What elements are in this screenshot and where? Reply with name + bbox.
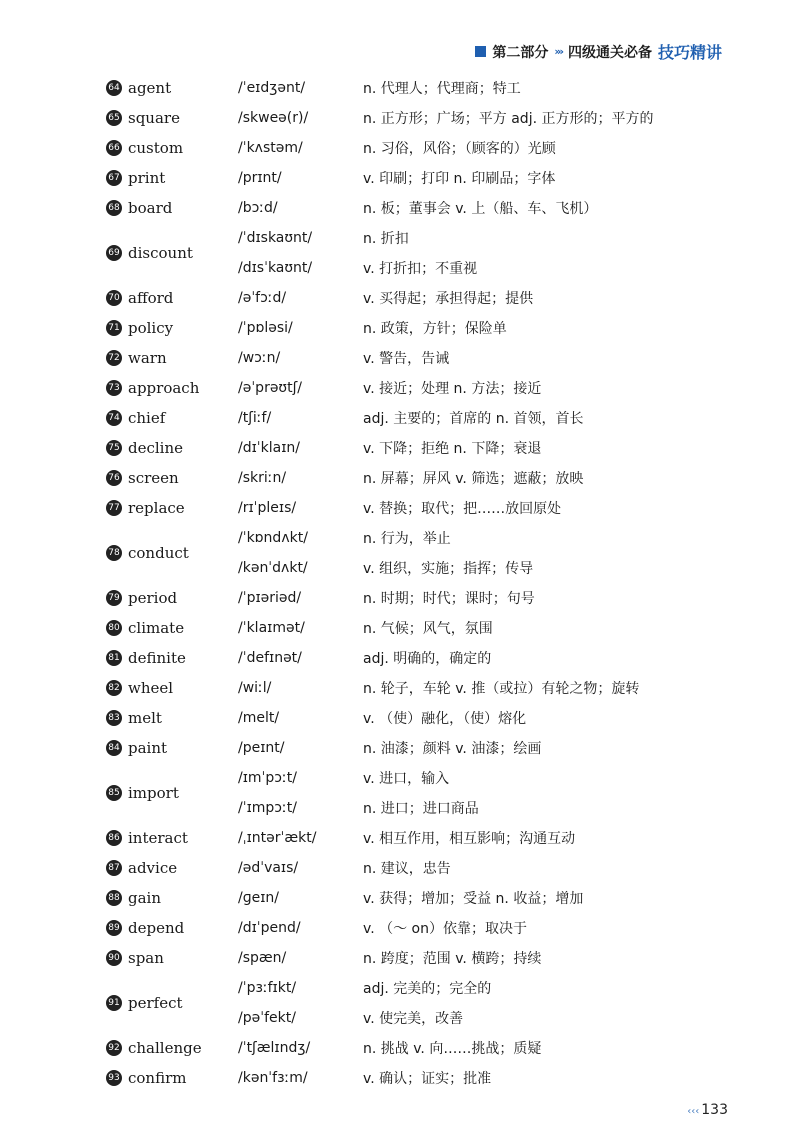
page-header xyxy=(475,40,722,63)
vocab-entry xyxy=(0,883,800,913)
entry-sense xyxy=(238,103,653,133)
vocab-entry xyxy=(0,223,800,283)
entry-headword xyxy=(0,739,238,757)
entry-meaning: adj. 明确的，确定的 xyxy=(363,651,492,667)
entry-pronunciation: /ˌɪntərˈækt/ xyxy=(238,830,317,846)
entry-number-badge: 80 xyxy=(106,620,122,636)
entry-meaning: n. 板；董事会 v. 上（船、车、飞机） xyxy=(363,201,598,217)
entry-sense xyxy=(238,163,555,193)
entry-pronunciation: /dɪˈklaɪn/ xyxy=(238,440,301,456)
entry-word: challenge xyxy=(128,1039,202,1057)
entry-number-badge: 64 xyxy=(106,80,122,96)
entry-pronunciation: /ˈeɪdʒənt/ xyxy=(238,80,306,96)
vocab-entry xyxy=(0,103,800,133)
entry-number-badge: 70 xyxy=(106,290,122,306)
entry-number-badge: 77 xyxy=(106,500,122,516)
entry-headword xyxy=(0,679,238,697)
entry-pronunciation: /kənˈfɜːm/ xyxy=(238,1070,308,1086)
vocab-entry xyxy=(0,673,800,703)
vocab-entry xyxy=(0,373,800,403)
entry-headword xyxy=(0,784,238,802)
vocab-entry xyxy=(0,463,800,493)
entry-word: approach xyxy=(128,379,200,397)
entry-meaning: v. 买得起；承担得起；提供 xyxy=(363,291,534,307)
entry-headword xyxy=(0,199,238,217)
entry-pronunciation: /ˈpɪəriəd/ xyxy=(238,590,302,606)
entry-number-badge: 71 xyxy=(106,320,122,336)
entry-meaning: n. 习俗，风俗；（顾客的）光顾 xyxy=(363,141,556,157)
entry-pronunciation: /ˈkɒndʌkt/ xyxy=(238,530,308,546)
header-accent: 技巧精讲 xyxy=(657,43,722,62)
entry-meaning: n. 政策，方针；保险单 xyxy=(363,321,507,337)
entry-headword xyxy=(0,439,238,457)
vocab-entry xyxy=(0,163,800,193)
entry-word: decline xyxy=(128,439,184,457)
vocab-entry xyxy=(0,283,800,313)
entry-headword xyxy=(0,1069,238,1087)
entry-headword xyxy=(0,889,238,907)
vocab-entry xyxy=(0,823,800,853)
vocab-entry xyxy=(0,73,800,103)
entry-word: climate xyxy=(128,619,185,637)
vocab-entry xyxy=(0,733,800,763)
entry-sense xyxy=(238,553,533,583)
entry-headword xyxy=(0,79,238,97)
entry-number-badge: 73 xyxy=(106,380,122,396)
entry-word: melt xyxy=(128,709,162,727)
entry-sense xyxy=(238,73,521,103)
entry-number-badge: 65 xyxy=(106,110,122,126)
entry-sense xyxy=(238,913,527,943)
header-part: 第二部分 xyxy=(492,44,549,61)
entry-meaning: n. 行为，举止 xyxy=(363,531,451,547)
entry-headword xyxy=(0,469,238,487)
vocab-entry xyxy=(0,493,800,523)
entry-headword xyxy=(0,649,238,667)
entry-sense xyxy=(238,703,526,733)
entry-number-badge: 90 xyxy=(106,950,122,966)
entry-meaning: adj. 完美的；完全的 xyxy=(363,981,492,997)
entry-sense xyxy=(238,493,561,523)
entry-headword xyxy=(0,949,238,967)
entry-meaning: v. （～ on）依靠；取决于 xyxy=(363,921,527,937)
entry-pronunciation: /dɪsˈkaʊnt/ xyxy=(238,260,313,276)
entry-number-badge: 69 xyxy=(106,245,122,261)
entry-word: advice xyxy=(128,859,178,877)
entry-meaning: v. 接近；处理 n. 方法；接近 xyxy=(363,381,542,397)
entry-pronunciation: /əˈprəʊtʃ/ xyxy=(238,380,302,396)
entry-sense xyxy=(238,943,541,973)
entry-number-badge: 66 xyxy=(106,140,122,156)
entry-sense xyxy=(238,883,583,913)
entry-number-badge: 93 xyxy=(106,1070,122,1086)
vocabulary-list xyxy=(0,73,800,1093)
entry-sense xyxy=(238,523,533,553)
entry-number-badge: 91 xyxy=(106,995,122,1011)
entry-meaning: v. 警告，告诫 xyxy=(363,351,450,367)
entry-sense xyxy=(238,763,479,793)
entry-pronunciation: /melt/ xyxy=(238,710,280,726)
entry-number-badge: 84 xyxy=(106,740,122,756)
entry-headword xyxy=(0,589,238,607)
entry-number-badge: 88 xyxy=(106,890,122,906)
entry-sense xyxy=(238,463,583,493)
entry-word: print xyxy=(128,169,166,187)
entry-word: gain xyxy=(128,889,162,907)
header-section: 四级通关必备 xyxy=(567,44,652,61)
entry-word: confirm xyxy=(128,1069,187,1087)
entry-meaning: n. 建议，忠告 xyxy=(363,861,451,877)
entry-sense xyxy=(238,643,491,673)
entry-headword xyxy=(0,169,238,187)
entry-word: custom xyxy=(128,139,184,157)
entry-word: replace xyxy=(128,499,185,517)
entry-word: board xyxy=(128,199,173,217)
entry-pronunciation: /ədˈvaɪs/ xyxy=(238,860,299,876)
vocab-entry xyxy=(0,193,800,223)
entry-number-badge: 85 xyxy=(106,785,122,801)
entry-sense xyxy=(238,793,479,823)
entry-word: perfect xyxy=(128,994,183,1012)
entry-pronunciation: /ˈtʃælɪndʒ/ xyxy=(238,1040,311,1056)
entry-meaning: v. 相互作用，相互影响；沟通互动 xyxy=(363,831,576,847)
entry-pronunciation: /ˈdefɪnət/ xyxy=(238,650,302,666)
entry-word: square xyxy=(128,109,180,127)
entry-number-badge: 78 xyxy=(106,545,122,561)
entry-sense xyxy=(238,1003,491,1033)
entry-pronunciation: /dɪˈpend/ xyxy=(238,920,301,936)
entry-number-badge: 86 xyxy=(106,830,122,846)
entry-meaning: n. 正方形；广场；平方 adj. 正方形的；平方的 xyxy=(363,111,654,127)
entry-number-badge: 87 xyxy=(106,860,122,876)
entry-meaning: n. 进口；进口商品 xyxy=(363,801,479,817)
vocab-entry xyxy=(0,583,800,613)
entry-number-badge: 92 xyxy=(106,1040,122,1056)
entry-meaning: n. 折扣 xyxy=(363,231,409,247)
entry-word: span xyxy=(128,949,164,967)
entry-word: wheel xyxy=(128,679,174,697)
entry-meaning: n. 跨度；范围 v. 横跨；持续 xyxy=(363,951,542,967)
arrows-icon: ››› xyxy=(554,45,562,58)
entry-pronunciation: /ˈpɒləsi/ xyxy=(238,320,293,336)
vocab-entry xyxy=(0,403,800,433)
entry-headword xyxy=(0,919,238,937)
vocab-entry xyxy=(0,973,800,1033)
entry-pronunciation: /ˈkʌstəm/ xyxy=(238,140,303,156)
square-icon xyxy=(475,46,486,57)
entry-headword xyxy=(0,289,238,307)
entry-word: agent xyxy=(128,79,172,97)
footer-arrows-icon: ‹‹‹ xyxy=(687,1106,700,1117)
page-footer xyxy=(687,1102,728,1118)
entry-headword xyxy=(0,544,238,562)
entry-headword xyxy=(0,499,238,517)
entry-sense xyxy=(238,613,493,643)
entry-pronunciation: /skriːn/ xyxy=(238,470,287,486)
entry-pronunciation: /ɪmˈpɔːt/ xyxy=(238,770,297,786)
entry-word: period xyxy=(128,589,178,607)
entry-pronunciation: /bɔːd/ xyxy=(238,200,278,216)
entry-meaning: n. 屏幕；屏风 v. 筛选；遮蔽；放映 xyxy=(363,471,584,487)
entry-headword xyxy=(0,409,238,427)
entry-pronunciation: /pəˈfekt/ xyxy=(238,1010,296,1026)
entry-sense xyxy=(238,193,597,223)
entry-meaning: v. 确认；证实；批准 xyxy=(363,1071,492,1087)
entry-pronunciation: /spæn/ xyxy=(238,950,287,966)
entry-headword xyxy=(0,109,238,127)
entry-meaning: v. 替换；取代；把……放回原处 xyxy=(363,501,562,517)
entry-meaning: v. 下降；拒绝 n. 下降；衰退 xyxy=(363,441,542,457)
vocab-entry xyxy=(0,1063,800,1093)
vocab-entry xyxy=(0,313,800,343)
entry-meaning: v. 组织，实施；指挥；传导 xyxy=(363,561,534,577)
entry-pronunciation: /ɡeɪn/ xyxy=(238,890,280,906)
entry-sense xyxy=(238,223,477,253)
entry-word: conduct xyxy=(128,544,189,562)
entry-number-badge: 82 xyxy=(106,680,122,696)
vocab-entry xyxy=(0,763,800,823)
entry-pronunciation: /tʃiːf/ xyxy=(238,410,272,426)
entry-sense xyxy=(238,1063,491,1093)
entry-word: depend xyxy=(128,919,185,937)
entry-headword xyxy=(0,244,238,262)
entry-sense xyxy=(238,313,507,343)
entry-pronunciation: /ˈdɪskaʊnt/ xyxy=(238,230,313,246)
entry-pronunciation: /ˈklaɪmət/ xyxy=(238,620,305,636)
entry-meaning: n. 油漆；颜料 v. 油漆；绘画 xyxy=(363,741,542,757)
entry-headword xyxy=(0,379,238,397)
entry-sense xyxy=(238,1033,541,1063)
vocab-entry xyxy=(0,853,800,883)
vocab-entry xyxy=(0,433,800,463)
entry-headword xyxy=(0,139,238,157)
entry-word: screen xyxy=(128,469,179,487)
entry-headword xyxy=(0,829,238,847)
entry-sense xyxy=(238,673,639,703)
entry-sense xyxy=(238,733,541,763)
entry-meaning: v. 进口，输入 xyxy=(363,771,450,787)
entry-word: definite xyxy=(128,649,186,667)
entry-pronunciation: /wɔːn/ xyxy=(238,350,281,366)
vocab-entry xyxy=(0,613,800,643)
vocab-entry xyxy=(0,343,800,373)
entry-pronunciation: /ˈɪmpɔːt/ xyxy=(238,800,297,816)
entry-meaning: n. 挑战 v. 向……挑战；质疑 xyxy=(363,1041,542,1057)
entry-sense xyxy=(238,823,575,853)
entry-meaning: v. 使完美，改善 xyxy=(363,1011,464,1027)
entry-number-badge: 72 xyxy=(106,350,122,366)
entry-meaning: v. 打折扣；不重视 xyxy=(363,261,478,277)
vocab-entry xyxy=(0,1033,800,1063)
entry-number-badge: 76 xyxy=(106,470,122,486)
vocab-entry xyxy=(0,643,800,673)
entry-sense xyxy=(238,373,541,403)
entry-meaning: v. （使）融化，（使）熔化 xyxy=(363,711,527,727)
vocab-entry xyxy=(0,943,800,973)
entry-meaning: n. 气候；风气，氛围 xyxy=(363,621,493,637)
entry-number-badge: 83 xyxy=(106,710,122,726)
entry-number-badge: 89 xyxy=(106,920,122,936)
entry-number-badge: 74 xyxy=(106,410,122,426)
entry-word: chief xyxy=(128,409,166,427)
entry-headword xyxy=(0,994,238,1012)
vocab-entry xyxy=(0,703,800,733)
entry-number-badge: 81 xyxy=(106,650,122,666)
page-number: 133 xyxy=(701,1102,728,1118)
entry-pronunciation: /kənˈdʌkt/ xyxy=(238,560,308,576)
entry-word: policy xyxy=(128,319,174,337)
entry-sense xyxy=(238,403,583,433)
entry-number-badge: 67 xyxy=(106,170,122,186)
entry-pronunciation: /ˈpɜːfɪkt/ xyxy=(238,980,297,996)
entry-pronunciation: /prɪnt/ xyxy=(238,170,282,186)
vocab-entry xyxy=(0,133,800,163)
vocab-entry xyxy=(0,913,800,943)
entry-meaning: v. 获得；增加；受益 n. 收益；增加 xyxy=(363,891,584,907)
entry-pronunciation: /wiːl/ xyxy=(238,680,272,696)
entry-pronunciation: /peɪnt/ xyxy=(238,740,285,756)
entry-number-badge: 75 xyxy=(106,440,122,456)
entry-sense xyxy=(238,433,541,463)
entry-meaning: v. 印刷；打印 n. 印刷品；字体 xyxy=(363,171,556,187)
entry-word: paint xyxy=(128,739,168,757)
entry-sense xyxy=(238,343,449,373)
entry-pronunciation: /rɪˈpleɪs/ xyxy=(238,500,297,516)
entry-meaning: adj. 主要的；首席的 n. 首领，首长 xyxy=(363,411,584,427)
entry-headword xyxy=(0,349,238,367)
entry-meaning: n. 时期；时代；课时；句号 xyxy=(363,591,535,607)
entry-sense xyxy=(238,283,533,313)
entry-headword xyxy=(0,1039,238,1057)
entry-number-badge: 68 xyxy=(106,200,122,216)
entry-headword xyxy=(0,319,238,337)
entry-sense xyxy=(238,133,556,163)
entry-meaning: n. 代理人；代理商；特工 xyxy=(363,81,521,97)
entry-pronunciation: /əˈfɔːd/ xyxy=(238,290,287,306)
entry-word: afford xyxy=(128,289,174,307)
entry-word: discount xyxy=(128,244,193,262)
entry-word: interact xyxy=(128,829,188,847)
entry-headword xyxy=(0,709,238,727)
entry-word: warn xyxy=(128,349,167,367)
entry-sense xyxy=(238,253,477,283)
entry-word: import xyxy=(128,784,179,802)
entry-sense xyxy=(238,973,491,1003)
vocab-entry xyxy=(0,523,800,583)
entry-headword xyxy=(0,619,238,637)
entry-sense xyxy=(238,853,451,883)
entry-meaning: n. 轮子，车轮 v. 推（或拉）有轮之物；旋转 xyxy=(363,681,640,697)
entry-number-badge: 79 xyxy=(106,590,122,606)
entry-sense xyxy=(238,583,535,613)
entry-pronunciation: /skweə(r)/ xyxy=(238,110,309,126)
entry-headword xyxy=(0,859,238,877)
